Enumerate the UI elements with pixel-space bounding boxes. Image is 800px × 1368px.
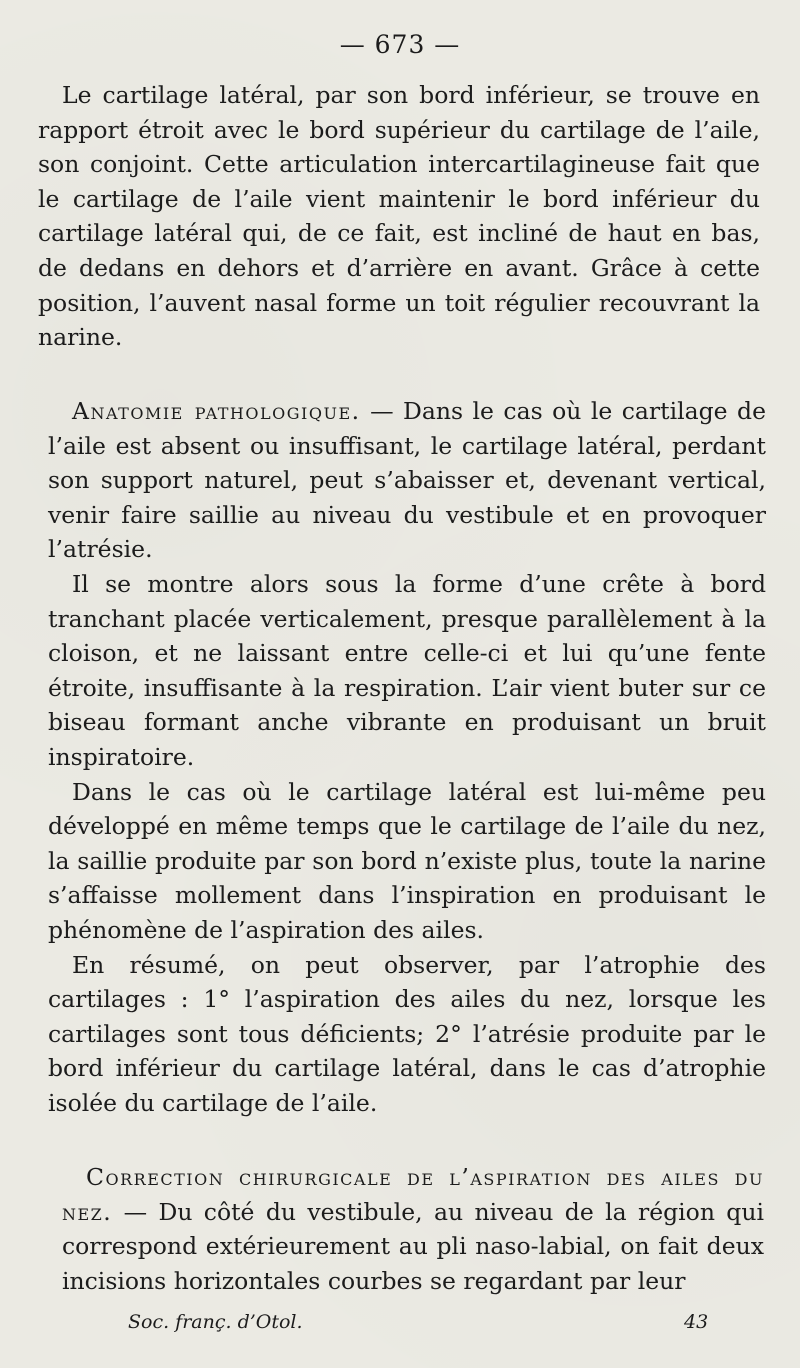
section-correction-chirurgicale (62, 1160, 764, 1298)
page-number: — 673 — (339, 30, 461, 59)
paragraph-text: Le cartilage latéral, par son bord inférieur, se trouve en rapport étroit avec le bord supérieur du cartilage de l’aile, son conjoint. Cette articulation intercartilagineuse fait que le cartilage de l’aile vient maintenir le bord inférieur du cartilage latéral qui, de ce fait, est incliné de haut en bas, de dedans en dehors et d’arrière en avant. Grâce à cette position, l’auvent nasal forme un toit régulier recouvrant la narine. (38, 81, 760, 352)
section-intro-text: — Dans le cas où le cartilage de l’aile est absent ou insuffisant, le cartilage latéral, perdant son support naturel, peut s’abaisser et, devenant vertical, venir faire saillie au niveau du vestibule et en provoquer l’atrésie. (48, 397, 766, 564)
section-intro-paragraph (62, 1160, 764, 1298)
page-footer (0, 1311, 800, 1341)
section-heading: Anatomie pathologique. (72, 397, 361, 425)
paragraph-resume: En résumé, on peut observer, par l’atrophie des cartilages : 1° l’aspiration des ailes du nez, lorsque les cartilages sont tous déficients; 2° l’atrésie produite par le bord inférieur du cartilage latéral, dans le cas d’atrophie isolée du cartilage de l’aile. (48, 950, 766, 1117)
section-intro-text: — Du côté du vestibule, au niveau de la région qui correspond extérieurement au pli naso-labial, on fait deux incisions horizontales courbes se regardant par leur (62, 1197, 764, 1295)
signature-mark: 43 (684, 1311, 709, 1333)
journal-name: Soc. franç. d’Otol. (128, 1311, 303, 1333)
section-intro-paragraph (48, 394, 766, 567)
section-anatomie-pathologique (48, 394, 766, 1120)
section-heading: Correction chirurgicale de l’aspiration des ailes du nez. (62, 1163, 764, 1226)
paragraph-cartilage-lateral (38, 78, 760, 355)
paragraph-aspiration: Dans le cas où le cartilage latéral est lui-même peu développé en même temps que le cartilage de l’aile du nez, la saillie produite par son bord n’existe plus, toute la narine s’affaisse mollement dans l’inspiration en produisant le phénomène de l’aspiration des ailes. (48, 777, 766, 944)
paragraph-crete: Il se montre alors sous la forme d’une crête à bord tranchant placée verticalement, presque parallèlement à la cloison, et ne laissant entre celle-ci et lui qu’une fente étroite, insuffisante à la respiration. L’air vient buter sur ce biseau formant anche vibrante en produisant un bruit inspiratoire. (48, 569, 766, 771)
